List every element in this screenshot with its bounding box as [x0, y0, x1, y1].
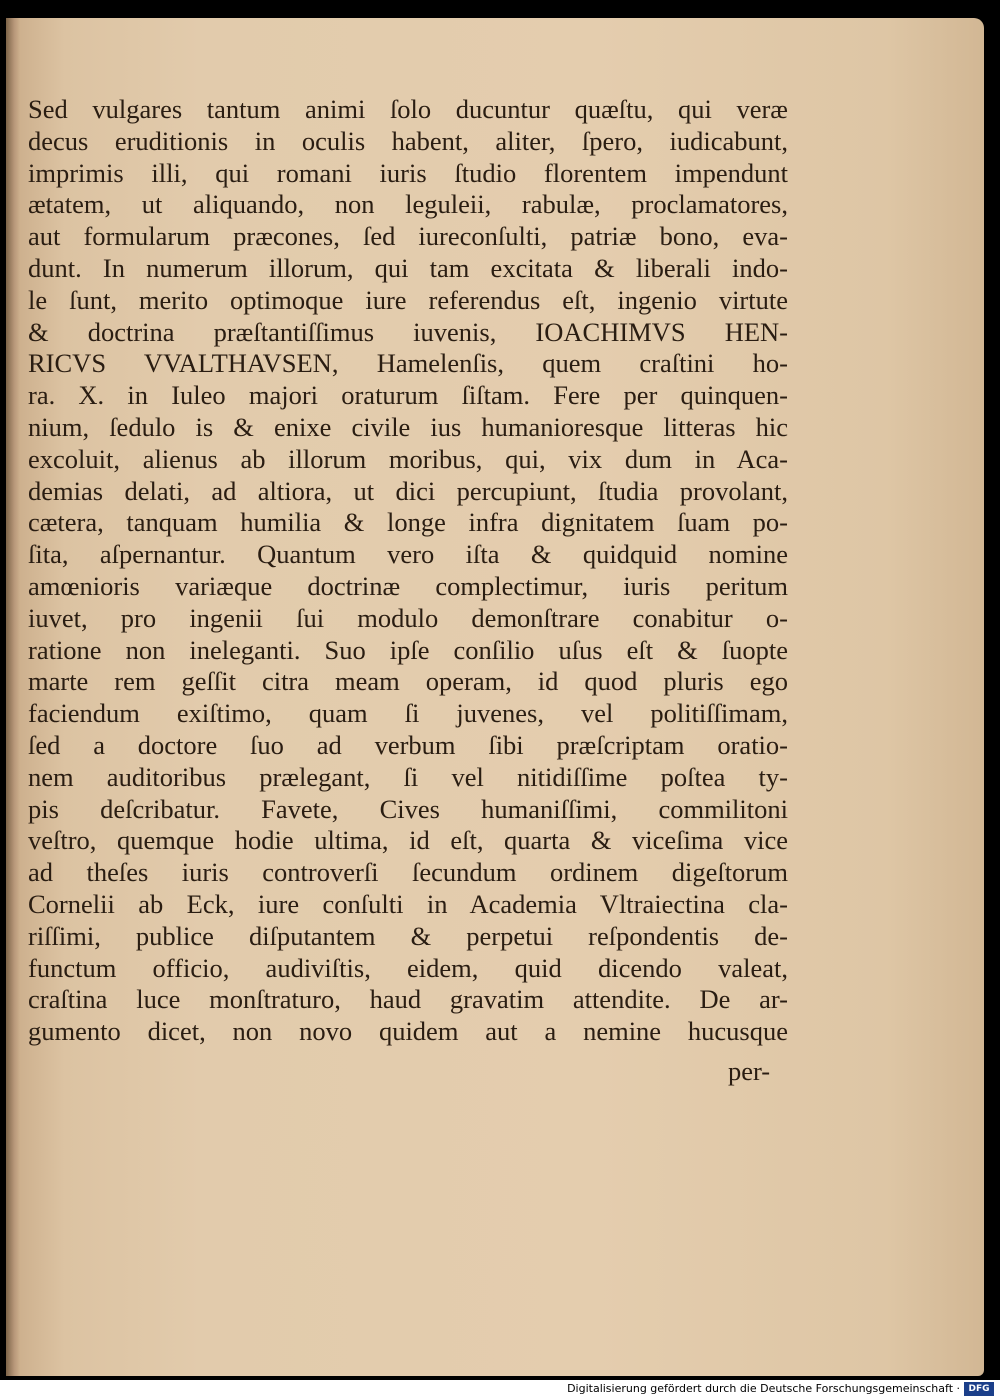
text-line: & doctrina præſtantiſſimus iuvenis, IOACHIMVS HEN-	[28, 316, 788, 347]
text-line: imprimis illi, qui romani iuris ſtudio florentem impendunt	[28, 157, 788, 188]
text-line: faciendum exiſtimo, quam ſi juvenes, vel politiſſimam,	[28, 698, 788, 729]
text-line: Cornelii ab Eck, iure conſulti in Academia Vltraiectina cla-	[28, 888, 788, 919]
text-line: pis deſcribatur. Favete, Cives humaniſſimi, commilitoni	[28, 793, 788, 824]
text-line: ratione non ineleganti. Suo ipſe conſilio uſus eſt & ſuopte	[28, 634, 788, 665]
digitization-footer	[0, 1380, 1000, 1398]
text-line: le ſunt, merito optimoque iure referendus eſt, ingenio virtute	[28, 284, 788, 315]
text-line: craſtina luce monſtraturo, haud gravatim attendite. De ar-	[28, 984, 788, 1015]
text-line: ad theſes iuris controverſi ſecundum ordinem digeſtorum	[28, 857, 788, 888]
text-line: nium, ſedulo is & enixe civile ius humanioresque litteras hic	[28, 411, 788, 442]
text-line: demias delati, ad altiora, ut dici percupiunt, ſtudia provolant,	[28, 475, 788, 506]
catchword: per-	[728, 1056, 771, 1086]
text-line: ſed a doctore ſuo ad verbum ſibi præſcriptam oratio-	[28, 729, 788, 760]
text-line: ſita, aſpernantur. Quantum vero iſta & quidquid nomine	[28, 539, 788, 570]
text-line: riſſimi, publice diſputantem & perpetui reſpondentis de-	[28, 920, 788, 951]
text-line: ra. X. in Iuleo majori oraturum ſiſtam. Fere per quinquen-	[28, 380, 788, 411]
dfg-logo-icon: DFG	[964, 1382, 994, 1396]
text-line: aut formularum præcones, ſed iureconſulti, patriæ bono, eva-	[28, 221, 788, 252]
text-line: veſtro, quemque hodie ultima, id eſt, quarta & viceſima vice	[28, 825, 788, 856]
text-line: functum officio, audiviſtis, eidem, quid dicendo valeat,	[28, 952, 788, 983]
text-line: nem auditoribus prælegant, ſi vel nitidiſſime poſtea ty-	[28, 761, 788, 792]
text-line: amœnioris variæque doctrinæ complectimur, iuris peritum	[28, 570, 788, 601]
text-line: gumento dicet, non novo quidem aut a nemine hucusque	[28, 1016, 788, 1047]
body-text	[28, 94, 788, 1048]
text-line: decus eruditionis in oculis habent, aliter, ſpero, iudicabunt,	[28, 125, 788, 156]
text-line: RICVS VVALTHAVSEN, Hamelenſis, quem craſtini ho-	[28, 348, 788, 379]
funding-credit: Digitalisierung gefördert durch die Deutsche Forschungsgemeinschaft ·	[567, 1382, 960, 1395]
text-line: dunt. In numerum illorum, qui tam excitata & liberali indo-	[28, 252, 788, 283]
text-line: excoluit, alienus ab illorum moribus, qui, vix dum in Aca-	[28, 443, 788, 474]
text-line: marte rem geſſit citra meam operam, id quod pluris ego	[28, 666, 788, 697]
paper-sheet	[6, 18, 984, 1376]
text-line: cætera, tanquam humilia & longe infra dignitatem ſuam po-	[28, 507, 788, 538]
text-line: ætatem, ut aliquando, non leguleii, rabulæ, proclamatores,	[28, 189, 788, 220]
text-line: iuvet, pro ingenii ſui modulo demonſtrare conabitur o-	[28, 602, 788, 633]
text-line: Sed vulgares tantum animi ſolo ducuntur quæſtu, qui veræ	[28, 94, 788, 124]
